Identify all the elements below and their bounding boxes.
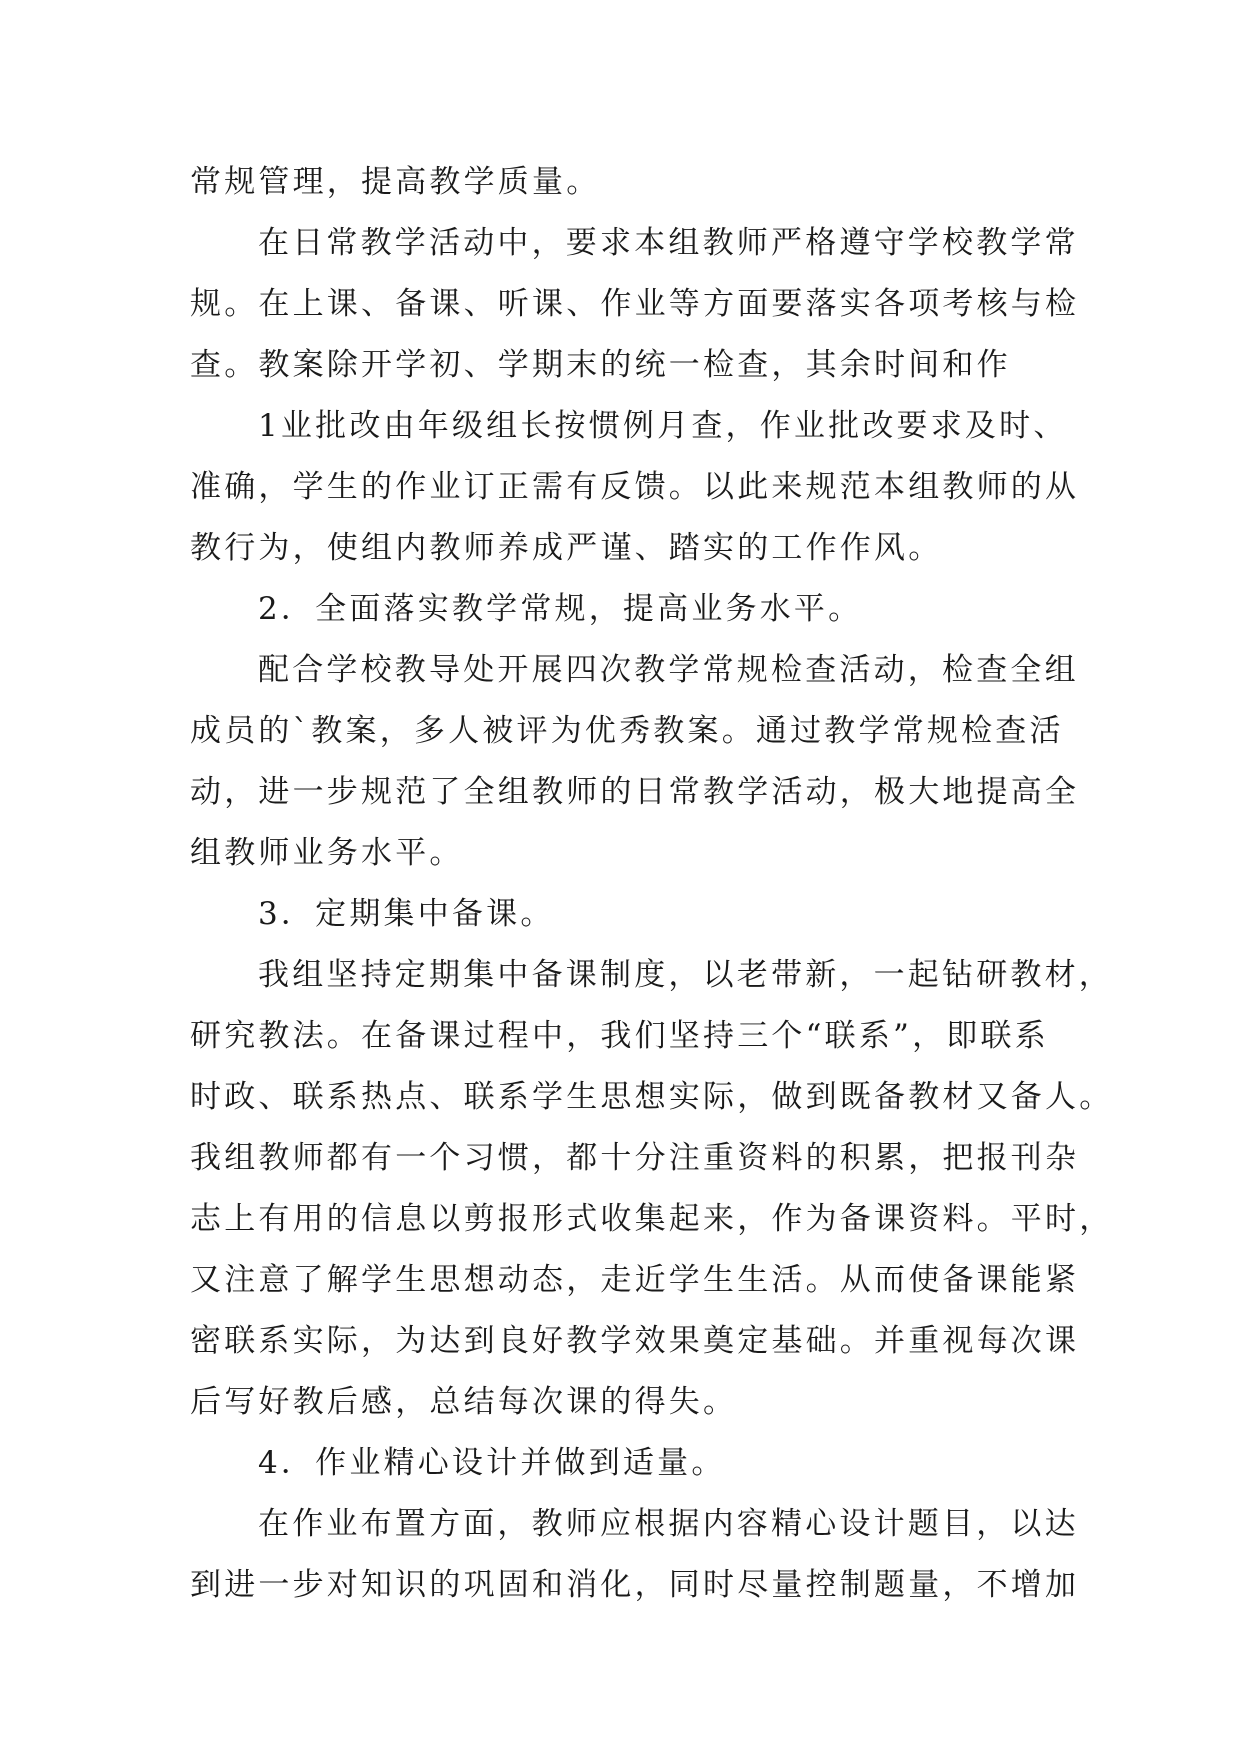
document-body: [190, 152, 1114, 1616]
text-line: 在作业布置方面，教师应根据内容精心设计题目，以达: [258, 1506, 1079, 1542]
text-line: 准确，学生的作业订正需有反馈。以此来规范本组教师的从: [190, 469, 1080, 505]
text-line: 研究教法。在备课过程中，我们坚持三个“联系”，即联系: [190, 1018, 1049, 1054]
section-heading: 2．全面落实教学常规，提高业务水平。: [258, 591, 863, 627]
text-line: 配合学校教导处开展四次教学常规检查活动，检查全组: [258, 652, 1079, 688]
text-line: 动，进一步规范了全组教师的日常教学活动，极大地提高全: [190, 774, 1080, 810]
text-line: 我组坚持定期集中备课制度，以老带新，一起钻研教材，: [258, 957, 1113, 993]
text-line: 时政、联系热点、联系学生思想实际，做到既备教材又备人。: [190, 1079, 1114, 1115]
text-line: 组教师业务水平。: [190, 835, 464, 871]
text-line: 在日常教学活动中，要求本组教师严格遵守学校教学常: [258, 225, 1079, 261]
text-line: 后写好教后感，总结每次课的得失。: [190, 1384, 738, 1420]
text-line: 1业批改由年级组长按惯例月查，作业批改要求及时、: [258, 408, 1068, 444]
section-heading: 3．定期集中备课。: [258, 896, 555, 932]
text-line: 到进一步对知识的巩固和消化，同时尽量控制题量，不增加: [190, 1567, 1080, 1603]
text-line: 志上有用的信息以剪报形式收集起来，作为备课资料。平时，: [190, 1201, 1114, 1237]
text-line: 教行为，使组内教师养成严谨、踏实的工作作风。: [190, 530, 943, 566]
text-line: 规。在上课、备课、听课、作业等方面要落实各项考核与检: [190, 286, 1080, 322]
section-heading: 4．作业精心设计并做到适量。: [258, 1445, 726, 1481]
text-line: 成员的`教案，多人被评为优秀教案。通过教学常规检查活: [190, 713, 1064, 749]
text-line: 密联系实际，为达到良好教学效果奠定基础。并重视每次课: [190, 1323, 1080, 1359]
text-line: 我组教师都有一个习惯，都十分注重资料的积累，把报刊杂: [190, 1140, 1080, 1176]
text-line: 查。教案除开学初、学期末的统一检查，其余时间和作: [190, 347, 1011, 383]
text-line: 又注意了解学生思想动态，走近学生生活。从而使备课能紧: [190, 1262, 1080, 1298]
text-line: 常规管理，提高教学质量。: [190, 164, 601, 200]
